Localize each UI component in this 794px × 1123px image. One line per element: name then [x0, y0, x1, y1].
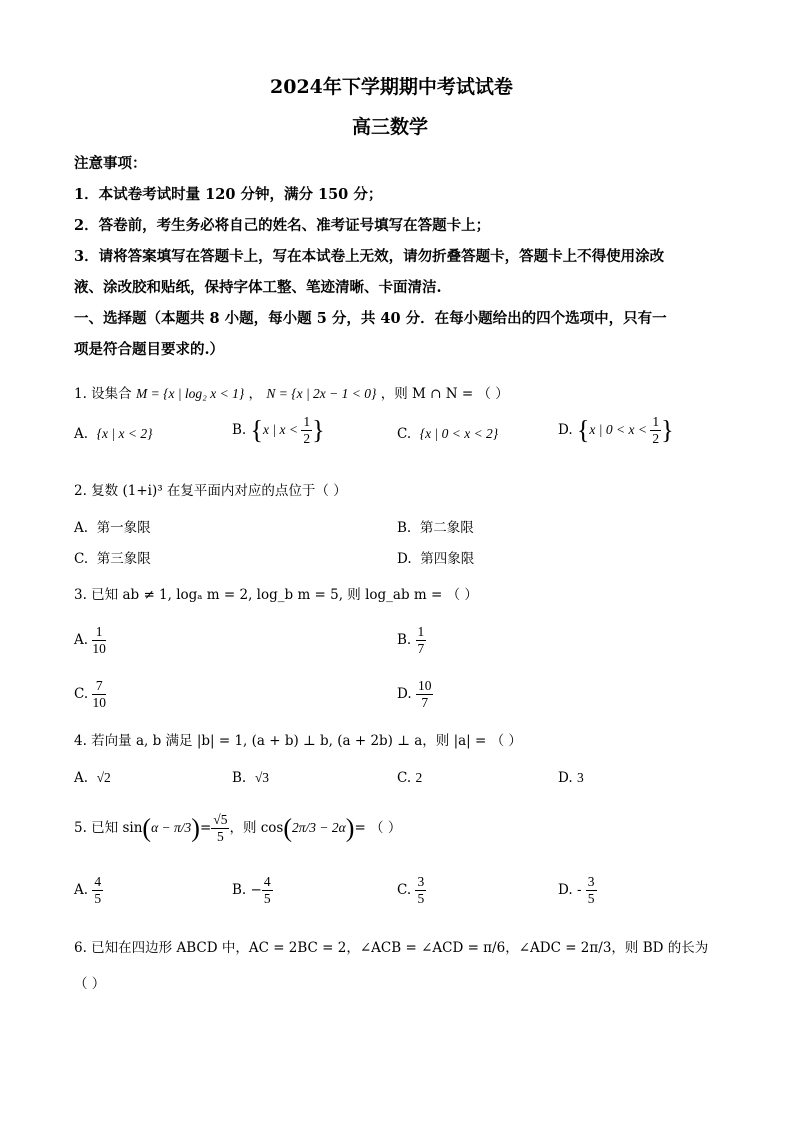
q5-prefix: 5. 已知 sin	[74, 820, 143, 836]
section-heading: 一、选择题（本题共 8 小题，每小题 5 分，共 40 分．在每小题给出的四个选项中，只有一	[74, 310, 667, 327]
q1-option-a-text: {x | x < 2}	[96, 426, 153, 441]
q4-option-b	[232, 770, 269, 786]
q5-paren-open-1: (	[142, 813, 152, 843]
q2-option-c	[74, 547, 151, 567]
q3-option-c-fraction: $\frac{7}{10}$	[92, 678, 106, 710]
notice-heading: 注意事项：	[74, 155, 147, 172]
q5-option-a-fraction: $\frac{4}{5}$	[94, 874, 102, 906]
q2-option-c-text: 第三象限	[96, 551, 151, 567]
q5-mid: ，则 cos	[229, 820, 284, 836]
q1-option-b-label: B.	[232, 422, 247, 438]
q5-paren-close-2: )	[345, 813, 355, 843]
q3-option-a-label: A.	[74, 632, 89, 648]
q1-option-b	[232, 414, 325, 447]
q4-option-c-text: 2	[415, 770, 423, 785]
q4-option-b-text: √3	[254, 770, 269, 785]
q2-option-d-text: 第四象限	[420, 551, 475, 567]
q1-option-d-fraction: $\frac{1}{2}$	[652, 414, 660, 446]
q3-option-d-label: D.	[397, 686, 412, 702]
notice-item-3-cont: 液、涂改胶和贴纸，保持字体工整、笔迹清晰、卡面清洁.	[74, 279, 442, 296]
section-heading-cont: 项是符合题目要求的.）	[74, 341, 225, 358]
q2-option-a-label: A.	[74, 520, 89, 536]
q5-arg1: α − π/3	[151, 820, 192, 835]
page-subtitle: 高三数学	[352, 116, 429, 138]
q4-option-c-label: C.	[397, 770, 412, 786]
q5-option-a-label: A.	[74, 882, 89, 898]
question-1	[74, 382, 509, 402]
q5-option-c-fraction: $\frac{3}{5}$	[417, 874, 425, 906]
q3-option-c-label: C.	[74, 686, 89, 702]
question-5	[74, 812, 401, 845]
q4-option-d	[558, 770, 584, 786]
q2-option-a-text: 第一象限	[96, 520, 151, 536]
q5-rhs-fraction: $\frac{√5}{5}$	[213, 812, 228, 844]
q5-option-d-sign: -	[576, 882, 582, 898]
q1-option-c-label: C.	[397, 426, 412, 442]
q5-option-d	[558, 874, 597, 907]
q5-option-b-label: B.	[232, 882, 247, 898]
q3-option-a-fraction: $\frac{1}{10}$	[92, 624, 106, 656]
q1-option-d-brace-open: {	[576, 415, 590, 445]
question-6-paren: （ ）	[74, 976, 106, 992]
q3-option-b-label: B.	[397, 632, 412, 648]
q1-option-a-label: A.	[74, 426, 89, 442]
q1-option-b-fraction: $\frac{1}{2}$	[303, 414, 311, 446]
q5-arg2: 2π/3 − 2α	[292, 820, 346, 835]
q4-option-d-label: D.	[558, 770, 573, 786]
q5-suffix: = （ ）	[354, 820, 402, 836]
q1-comma: ，	[248, 386, 263, 402]
q1-option-a	[74, 426, 153, 442]
q5-option-d-fraction: $\frac{3}{5}$	[587, 874, 595, 906]
q4-option-a-label: A.	[74, 770, 89, 786]
notice-item-3: 3．请将答案填写在答题卡上，写在本试卷上无效，请勿折叠答题卡，答题卡上不得使用涂改	[74, 248, 665, 265]
q1-option-c	[397, 426, 498, 442]
q4-option-c	[397, 770, 422, 786]
notice-item-1: 1．本试卷考试时量 120 分钟，满分 150 分；	[74, 186, 383, 203]
q3-option-d-fraction: $\frac{10}{7}$	[417, 678, 432, 710]
question-2: 2. 复数 (1+i)³ 在复平面内对应的点位于（ ）	[74, 483, 347, 499]
q3-option-b-fraction: $\frac{1}{7}$	[417, 624, 425, 656]
q2-option-b-text: 第二象限	[419, 520, 474, 536]
q1-option-d-label: D.	[558, 422, 573, 438]
q1-option-d-brace-close: }	[661, 415, 674, 445]
q5-option-d-label: D.	[558, 882, 573, 898]
q2-option-d-label: D.	[397, 551, 412, 567]
q3-option-d	[397, 678, 433, 711]
q4-option-a-text: √2	[96, 770, 111, 785]
q4-option-a	[74, 770, 111, 786]
q3-option-a	[74, 624, 106, 657]
q1-option-b-brace-open: {	[250, 415, 263, 445]
question-4: 4. 若向量 a, b 满足 |b| = 1, (a + b) ⊥ b, (a + 2b) ⊥ a，则 |a| = （ ）	[74, 733, 522, 749]
q1-set-n: N = {x | 2x − 1 < 0}	[266, 386, 377, 401]
question-3: 3. 已知 ab ≠ 1, logₐ m = 2, log_b m = 5, 则 log_ab m = （ ）	[74, 587, 478, 603]
page-title: 2024年下学期期中考试试卷	[270, 76, 513, 98]
q1-option-c-text: {x | 0 < x < 2}	[419, 426, 499, 441]
q1-suffix: ，则 M ∩ N = （ ）	[380, 386, 509, 402]
q3-option-b	[397, 624, 426, 657]
q5-option-c	[397, 874, 426, 907]
q2-option-b	[397, 516, 474, 536]
q1-option-b-brace-close: }	[312, 415, 325, 445]
q2-option-c-label: C.	[74, 551, 89, 567]
q1-option-d-text: x | 0 < x <	[589, 422, 651, 437]
q5-paren-close-1: )	[191, 813, 200, 843]
q5-option-c-label: C.	[397, 882, 412, 898]
q2-option-b-label: B.	[397, 520, 412, 536]
q5-option-b	[232, 874, 273, 907]
q3-option-c	[74, 678, 106, 711]
q1-option-d	[558, 414, 674, 447]
q2-option-a	[74, 516, 151, 536]
q5-option-b-sign: −	[250, 882, 262, 898]
q4-option-d-text: 3	[576, 770, 584, 785]
q4-option-b-label: B.	[232, 770, 247, 786]
q5-paren-open-2: (	[283, 813, 293, 843]
q5-option-b-fraction: $\frac{4}{5}$	[263, 874, 271, 906]
q1-option-b-text: x | x <	[263, 422, 302, 437]
question-6: 6. 已知在四边形 ABCD 中，AC = 2BC = 2，∠ACB = ∠ACD = π/6，∠ADC = 2π/3，则 BD 的长为	[74, 940, 709, 956]
q5-option-a	[74, 874, 103, 907]
q2-option-d	[397, 547, 474, 567]
q1-set-m: M = {x | log₂ x < 1}	[135, 386, 245, 401]
notice-item-2: 2．答卷前，考生务必将自己的姓名、准考证号填写在答题卡上；	[74, 217, 491, 234]
q1-prefix: 1. 设集合	[74, 386, 132, 402]
q5-equals: =	[199, 820, 212, 836]
